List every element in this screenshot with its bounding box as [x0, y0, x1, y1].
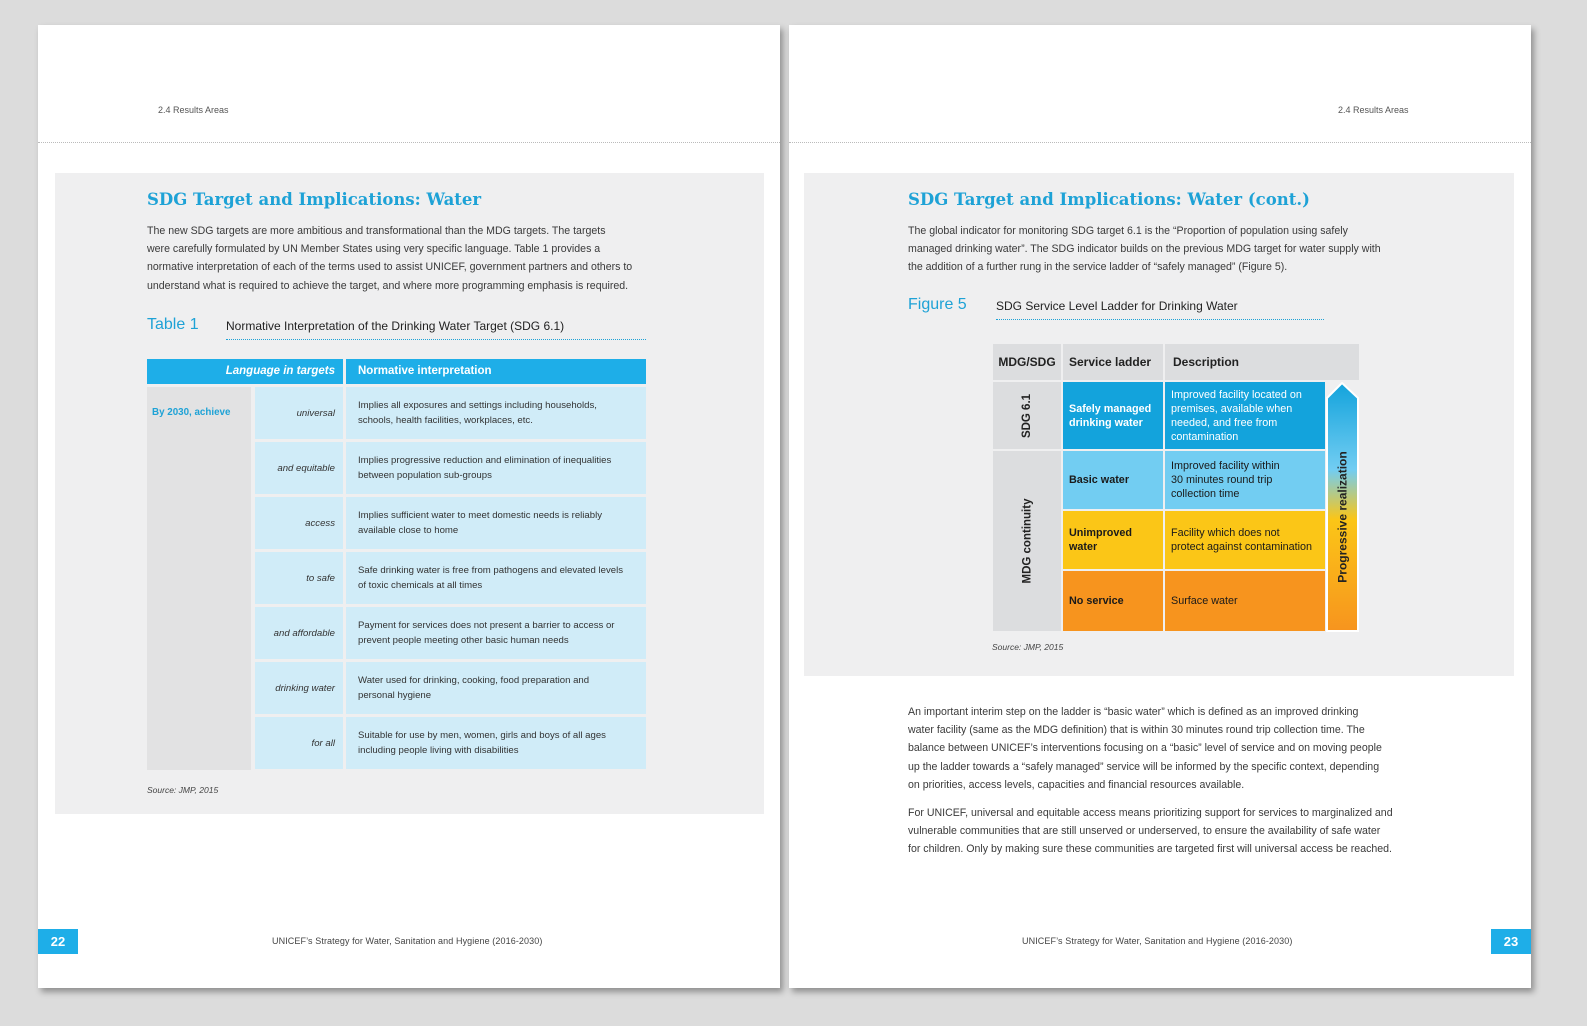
- intro-line: The new SDG targets are more ambitious and transformational than the MDG targets. The targets: [147, 225, 606, 237]
- footer-title: UNICEF’s Strategy for Water, Sanitation and Hygiene (2016-2030): [1022, 936, 1293, 946]
- table-source: Source: JMP, 2015: [147, 785, 219, 795]
- ladder-head-ladder: Service ladder: [1063, 344, 1163, 380]
- arrow-label-wrap: [1326, 404, 1359, 630]
- table-col-header-language: Language in targets: [147, 359, 343, 384]
- interpretation-line: available close to home: [358, 525, 459, 536]
- paragraph-universal-access: [908, 804, 1428, 859]
- ladder-description-line: Facility which does not: [1171, 527, 1280, 539]
- table-row-term: access: [255, 497, 343, 549]
- sdg-label: SDG 6.1: [1020, 393, 1033, 438]
- right-page: [789, 25, 1531, 988]
- interpretation-line: prevent people meeting other basic human needs: [358, 635, 569, 646]
- table-lead-column: [147, 387, 251, 770]
- intro-line: normative interpretation of each of the terms used to assist UNICEF, government partners and others to: [147, 261, 633, 274]
- table-row-interpretation: [346, 497, 646, 549]
- para-line: on priorities, access levels, capacities and financial resources available.: [908, 778, 1245, 791]
- page-number: 22: [38, 929, 78, 954]
- ladder-level-line: drinking water: [1069, 416, 1143, 429]
- ladder-level-line: Basic water: [1069, 474, 1130, 486]
- intro-paragraph: [147, 222, 667, 295]
- left-page: [38, 25, 780, 988]
- ladder-description-line: Improved facility located on: [1171, 388, 1302, 401]
- sdg-band: [993, 382, 1061, 449]
- ladder-head-mdg: MDG/SDG: [993, 344, 1061, 380]
- ladder-level: [1063, 511, 1163, 569]
- paragraph-basic-water: [908, 703, 1428, 794]
- interpretation-line: Implies sufficient water to meet domestic needs is reliably: [358, 509, 603, 521]
- ladder-description-line: 30 minutes round trip: [1171, 474, 1273, 486]
- ladder-description: [1165, 451, 1325, 509]
- mdg-band: [993, 451, 1061, 631]
- para-line: For UNICEF, universal and equitable access means prioritizing support for services to marginalized and: [908, 807, 1393, 819]
- interpretation-line: Water used for drinking, cooking, food preparation and: [358, 674, 590, 686]
- service-ladder-figure: [993, 344, 1363, 634]
- intro-line: managed drinking water”. The SDG indicator builds on the previous MDG target for water supply with: [908, 243, 1381, 256]
- intro-line: understand what is required to achieve the target, and where more programming emphasis is required.: [147, 279, 629, 292]
- figure-label: Figure 5: [908, 296, 967, 313]
- table-row-term: to safe: [255, 552, 343, 604]
- table-label: Table 1: [147, 316, 199, 333]
- interpretation-line: Safe drinking water is free from pathogens and elevated levels: [358, 564, 624, 576]
- header-divider: [38, 142, 780, 143]
- ladder-description: [1165, 571, 1325, 631]
- mdg-label: MDG continuity: [1021, 498, 1033, 584]
- para-line: water facility (same as the MDG definition) that is within 30 minutes round trip collection time. The: [908, 724, 1365, 737]
- intro-line: were carefully formulated by UN Member States using very specific language. Table 1 provides a: [147, 243, 601, 256]
- running-head: 2.4 Results Areas: [1338, 105, 1409, 115]
- intro-line: The global indicator for monitoring SDG target 6.1 is the “Proportion of population using safely: [908, 225, 1348, 237]
- intro-line: the addition of a further rung in the service ladder of “safely managed” (Figure 5).: [908, 261, 1288, 274]
- section-title: SDG Target and Implications: Water (cont.): [908, 190, 1310, 209]
- para-line: for children. Only by making sure these communities are targeted first will universal access be reached.: [908, 843, 1392, 856]
- interpretation-line: schools, health facilities, workplaces, etc.: [358, 415, 533, 426]
- ladder-level-line: No service: [1069, 595, 1124, 607]
- interpretation-line: of toxic chemicals at all times: [358, 580, 483, 591]
- interpretation-line: personal hygiene: [358, 690, 432, 701]
- para-line: vulnerable communities that are still unserved or underserved, to ensure the availability of safe water: [908, 825, 1381, 838]
- table-row-term: for all: [255, 717, 343, 769]
- footer-title: UNICEF’s Strategy for Water, Sanitation and Hygiene (2016-2030): [272, 936, 543, 946]
- ladder-level: [1063, 451, 1163, 509]
- para-line: balance between UNICEF’s interventions focusing on a “basic” level of service and on moving people: [908, 742, 1382, 755]
- table-row-term: and affordable: [255, 607, 343, 659]
- running-head: 2.4 Results Areas: [158, 105, 229, 115]
- ladder-level-line: Unimproved water: [1069, 527, 1132, 553]
- table-row-interpretation: [346, 717, 646, 769]
- intro-paragraph: [908, 222, 1428, 277]
- ladder-description-line: collection time: [1171, 488, 1240, 500]
- table-col-header-interpretation: Normative interpretation: [346, 359, 646, 384]
- arrow-label: Progressive realization: [1335, 451, 1350, 583]
- ladder-description-line: contamination: [1171, 430, 1239, 443]
- interpretation-line: between population sub-groups: [358, 470, 492, 481]
- interpretation-line: including people living with disabilities: [358, 745, 519, 756]
- table-row-interpretation: [346, 662, 646, 714]
- interpretation-line: Implies progressive reduction and elimination of inequalities: [358, 454, 612, 466]
- interpretation-line: Implies all exposures and settings including households,: [358, 399, 597, 411]
- table-row-term: drinking water: [255, 662, 343, 714]
- figure-source: Source: JMP, 2015: [992, 642, 1064, 652]
- ladder-description-line: Surface water: [1171, 595, 1238, 607]
- ladder-description: [1165, 511, 1325, 569]
- ladder-head-description: Description: [1165, 344, 1359, 380]
- ladder-level-line: Safely managed: [1069, 402, 1152, 415]
- page-number: 23: [1491, 929, 1531, 954]
- table-row-term: universal: [255, 387, 343, 439]
- ladder-description: [1165, 382, 1325, 449]
- ladder-level: [1063, 382, 1163, 449]
- content-panel: [55, 173, 764, 814]
- ladder-description-line: premises, available when: [1171, 402, 1293, 415]
- table-lead-in: By 2030, achieve: [152, 407, 231, 418]
- ladder-description-line: Improved facility within: [1171, 460, 1280, 472]
- table-row-term: and equitable: [255, 442, 343, 494]
- ladder-level: [1063, 571, 1163, 631]
- table-row-interpretation: [346, 442, 646, 494]
- table-row-interpretation: [346, 607, 646, 659]
- ladder-description-line: protect against contamination: [1171, 541, 1313, 553]
- table-caption: Normative Interpretation of the Drinking Water Target (SDG 6.1): [226, 319, 646, 340]
- figure-caption: SDG Service Level Ladder for Drinking Water: [996, 299, 1324, 320]
- table-row-interpretation: [346, 552, 646, 604]
- interpretation-line: Payment for services does not present a barrier to access or: [358, 619, 615, 631]
- section-title: SDG Target and Implications: Water: [147, 190, 482, 209]
- interpretation-line: Suitable for use by men, women, girls and boys of all ages: [358, 729, 606, 741]
- para-line: An important interim step on the ladder is “basic water” which is defined as an improved drinking: [908, 706, 1359, 718]
- ladder-description-line: needed, and free from: [1171, 416, 1278, 429]
- table-row-interpretation: [346, 387, 646, 439]
- content-panel: [804, 173, 1514, 676]
- header-divider: [789, 142, 1531, 143]
- para-line: up the ladder towards a “safely managed” service will be informed by the specific context, depending: [908, 760, 1380, 773]
